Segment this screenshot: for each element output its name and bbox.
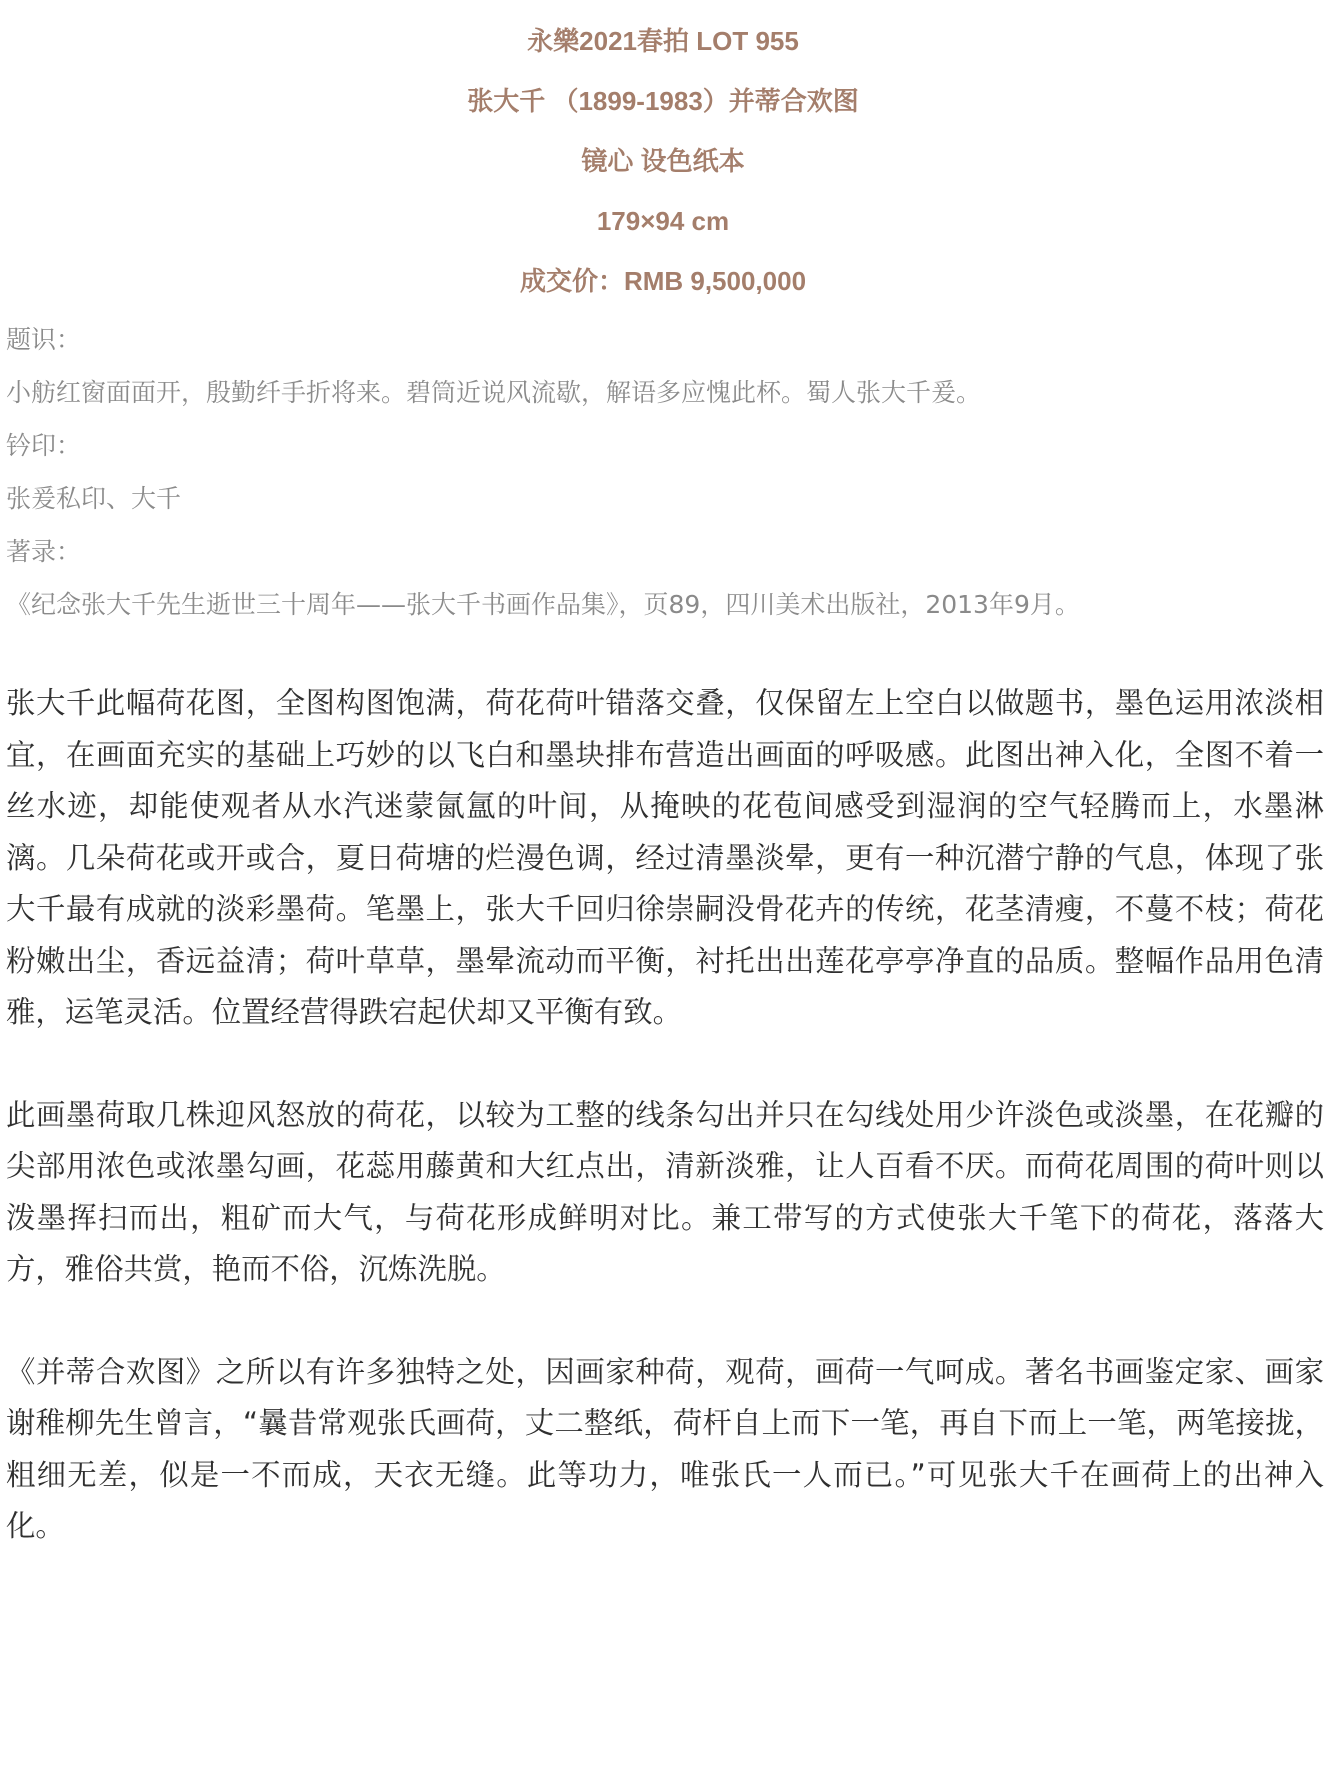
- literature-text: 《纪念张大千先生逝世三十周年——张大千书画作品集》，页89，四川美术出版社，2013年9月。: [6, 590, 1080, 619]
- essay-paragraph: 此画墨荷取几株迎风怒放的荷花，以较为工整的线条勾出并只在勾线处用少许淡色或淡墨，在花瓣的尖部用浓色或浓墨勾画，花蕊用藤黄和大红点出，清新淡雅，让人百看不厌。而荷花周围的荷叶则以泼墨挥扫而出，粗矿而大气，与荷花形成鲜明对比。兼工带写的方式使张大千笔下的荷花，落落大方，雅俗共赏，艳而不俗，沉炼洗脱。: [6, 1097, 1324, 1286]
- essay-paragraph: 《并蒂合欢图》之所以有许多独特之处，因画家种荷，观荷，画荷一气呵成。著名书画鉴定家、画家谢稚柳先生曾言，“曩昔常观张氏画荷，丈二整纸，荷杆自上而下一笔，再自下而上一笔，两笔接拢，粗细无差，似是一不而成，天衣无缝。此等功力，唯张氏一人而已。”可见张大千在画荷上的出神入化。: [6, 1354, 1324, 1543]
- essay-paragraph: 张大千此幅荷花图，全图构图饱满，荷花荷叶错落交叠，仅保留左上空白以做题书，墨色运用浓淡相宜，在画面充实的基础上巧妙的以飞白和墨块排布营造出画面的呼吸感。此图出神入化，全图不着一丝水迹，却能使观者从水汽迷蒙氤氲的叶间，从掩映的花苞间感受到湿润的空气轻腾而上，水墨淋漓。几朵荷花或开或合，夏日荷塘的烂漫色调，经过清墨淡晕，更有一种沉潜宁静的气息，体现了张大千最有成就的淡彩墨荷。笔墨上，张大千回归徐崇嗣没骨花卉的传统，花茎清瘦，不蔓不枝；荷花粉嫩出尘，香远益清；荷叶草草，墨晕流动而平衡，衬托出出莲花亭亭净直的品质。整幅作品用色清雅，运笔灵活。位置经营得跌宕起伏却又平衡有致。: [6, 686, 1324, 1029]
- lot-header: [6, 0, 1320, 311]
- artwork-dimensions: 179×94 cm: [596, 206, 730, 236]
- hammer-price: 成交价：RMB 9,500,000: [519, 266, 807, 296]
- literature-label: 著录：: [6, 537, 82, 566]
- essay-body: [6, 678, 1324, 1553]
- artwork-details: [6, 313, 1320, 631]
- auction-lot-title: 永樂2021春拍 LOT 955: [527, 26, 799, 56]
- artwork-title: 张大千 （1899-1983）并蒂合欢图: [467, 86, 859, 116]
- inscription-text: 小舫红窗面面开，殷勤纤手折将来。碧筒近说风流歇，解语多应愧此杯。蜀人张大千爰。: [6, 378, 982, 407]
- artwork-format: 镜心 设色纸本: [581, 146, 745, 176]
- seals-label: 钤印：: [6, 431, 82, 460]
- inscription-label: 题识：: [6, 325, 82, 354]
- seals-text: 张爰私印、大千: [6, 484, 182, 513]
